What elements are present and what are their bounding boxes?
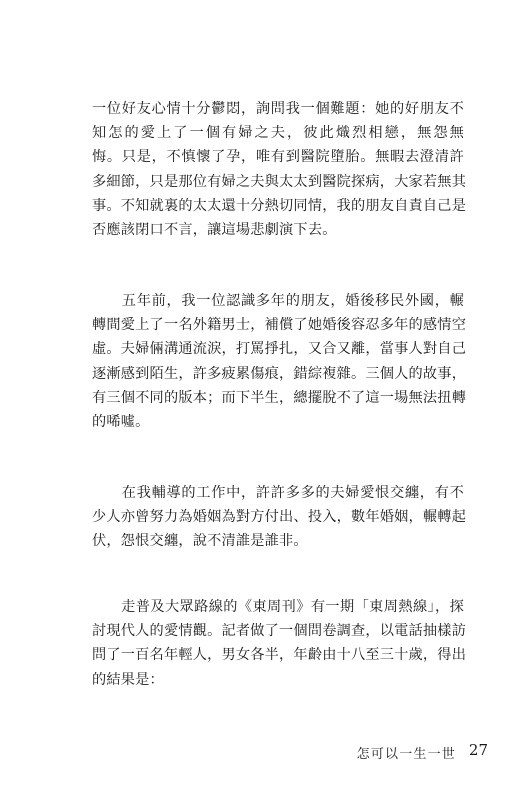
- paragraph-line: 少人亦曾努力為婚姻為對方付出、投入，數年婚姻，輾轉起: [92, 509, 467, 526]
- paragraph-line: 的唏噓。: [92, 413, 150, 430]
- paragraph-line: 虛。夫婦倆溝通流淚，打罵掙扎，又合又離，當事人對自己: [92, 341, 467, 358]
- paragraph-4: [92, 595, 467, 692]
- paragraph-line: 問了一百名年輕人，男女各半，年齡由十八至三十歲，得出: [92, 647, 467, 664]
- paragraph-line: 否應該閉口不言，讓這場悲劇演下去。: [92, 221, 337, 238]
- paragraph-2: [92, 289, 467, 434]
- running-title: 怎可以一生一世: [356, 747, 456, 762]
- page-footer: [0, 741, 528, 761]
- paragraph-line: 悔。只是，不慎懷了孕，唯有到醫院墮胎。無暇去澄清許: [92, 149, 464, 166]
- paragraph-line: 五年前，我一位認識多年的朋友，婚後移民外國，輾: [92, 293, 464, 309]
- paragraph-line: 知怎的愛上了一個有婦之夫，彼此熾烈相戀，無怨無: [92, 125, 464, 142]
- page-number: 27: [468, 741, 488, 759]
- paragraph-1: [92, 97, 467, 242]
- paragraph-line: 一位好友心情十分鬱悶，詢問我一個難題：她的好朋友不: [92, 101, 464, 117]
- paragraph-line: 走普及大眾路線的《東周刊》有一期「東周熱線」，探: [92, 599, 464, 615]
- paragraph-3: [92, 481, 467, 554]
- paragraph-line: 轉間愛上了一名外籍男士，補償了她婚後容忍多年的感情空: [92, 317, 467, 334]
- paragraph-line: 的結果是：: [92, 671, 164, 688]
- paragraph-line: 在我輔導的工作中，許許多多的夫婦愛恨交纏，有不: [92, 485, 464, 501]
- paragraph-line: 事。不知就裏的太太還十分熱切同情，我的朋友自責自己是: [92, 197, 467, 214]
- paragraph-line: 討現代人的愛情觀。記者做了一個問卷調查，以電話抽樣訪: [92, 623, 467, 640]
- paragraph-line: 逐漸感到陌生，許多疲累傷痕，錯綜複雜。三個人的故事，: [92, 365, 467, 382]
- paragraph-line: 多細節，只是那位有婦之夫與太太到醫院探病，大家若無其: [92, 173, 467, 190]
- paragraph-line: 伏，怨恨交纏，說不清誰是誰非。: [92, 533, 308, 550]
- paragraph-line: 有三個不同的版本；而下半生，總擺脫不了這一場無法扭轉: [92, 389, 467, 406]
